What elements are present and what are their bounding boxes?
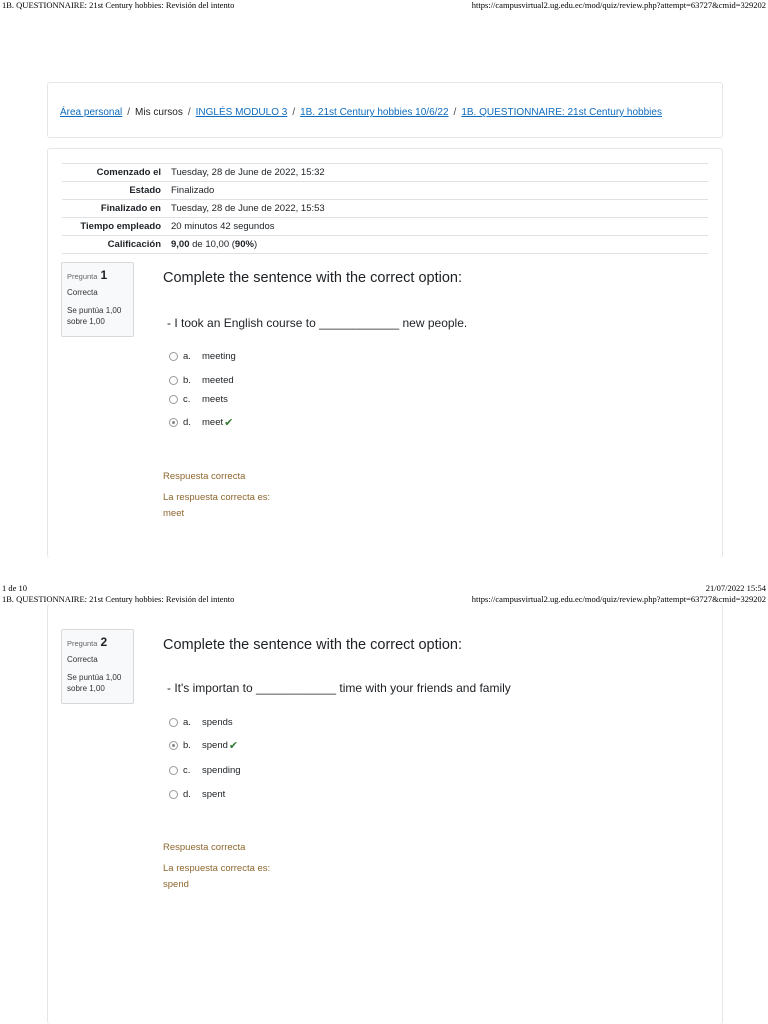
right-answer-label: La respuesta correcta es:	[163, 863, 271, 874]
breadcrumb-separator: /	[292, 107, 296, 118]
breadcrumb-card	[47, 82, 723, 138]
print-page-number: 1 de 10	[2, 583, 28, 593]
summary-label: Calificación	[62, 236, 166, 254]
option-text: meeting	[202, 350, 236, 362]
question-label: Pregunta	[67, 639, 98, 648]
question-number-value: 2	[100, 635, 108, 649]
right-answer: meet	[163, 508, 185, 519]
question-state: Correcta	[67, 288, 98, 297]
right-answer-label: La respuesta correcta es:	[163, 492, 271, 503]
option-text: spends	[202, 716, 233, 728]
radio-selected-icon[interactable]	[169, 418, 178, 427]
summary-grade-value	[166, 236, 708, 254]
option-text: spent	[202, 788, 226, 800]
question-number-value: 1	[100, 268, 108, 282]
question-info-box	[61, 262, 134, 337]
answer-option[interactable]	[169, 392, 228, 406]
radio-icon[interactable]	[169, 376, 178, 385]
question-info-box	[61, 629, 134, 704]
question-sentence: - I took an English course to ____________ new people.	[167, 316, 468, 330]
breadcrumb	[60, 107, 662, 118]
summary-value: 20 minutos 42 segundos	[166, 218, 708, 236]
breadcrumb-separator: /	[453, 107, 457, 118]
question-grade: Se puntúa 1,00 sobre 1,00	[67, 673, 122, 693]
grade-score: 9,00	[171, 239, 190, 250]
print-url: https://campusvirtual2.ug.edu.ec/mod/quiz/review.php?attempt=63727&cmid=329202	[471, 594, 766, 604]
radio-selected-icon[interactable]	[169, 741, 178, 750]
question-number	[67, 635, 128, 649]
radio-icon[interactable]	[169, 766, 178, 775]
answer-option-selected[interactable]	[169, 415, 233, 429]
answer-option[interactable]	[169, 373, 234, 387]
option-letter: c.	[183, 393, 191, 405]
question-label: Pregunta	[67, 272, 98, 281]
option-letter: a.	[183, 716, 191, 728]
summary-label: Estado	[62, 182, 166, 200]
option-letter: b.	[183, 374, 191, 386]
check-icon: ✔	[228, 739, 239, 752]
summary-label: Comenzado el	[62, 164, 166, 182]
breadcrumb-section[interactable]: 1B. 21st Century hobbies 10/6/22	[300, 107, 449, 118]
print-url: https://campusvirtual2.ug.edu.ec/mod/quiz/review.php?attempt=63727&cmid=329202	[471, 0, 766, 10]
quiz-review-card	[47, 148, 723, 558]
feedback-text: Respuesta correcta	[163, 471, 246, 482]
feedback-text: Respuesta correcta	[163, 842, 246, 853]
breadcrumb-course[interactable]: INGLÉS MODULO 3	[195, 107, 288, 118]
question-sentence: - It's importan to ____________ time with your friends and family	[167, 681, 511, 695]
answer-option[interactable]	[169, 763, 241, 777]
right-answer: spend	[163, 879, 189, 890]
breadcrumb-mis-cursos: Mis cursos	[135, 107, 183, 118]
print-title: 1B. QUESTIONNAIRE: 21st Century hobbies: Revisión del intento	[2, 0, 235, 10]
attempt-summary-table	[62, 163, 708, 254]
breadcrumb-quiz[interactable]: 1B. QUESTIONNAIRE: 21st Century hobbies	[461, 107, 662, 118]
option-text: meets	[202, 393, 228, 405]
grade-percent: 90%	[234, 239, 254, 250]
question-prompt: Complete the sentence with the correct option:	[163, 637, 463, 653]
question-grade: Se puntúa 1,00 sobre 1,00	[67, 306, 122, 326]
option-letter: d.	[183, 416, 191, 428]
summary-value: Tuesday, 28 de June de 2022, 15:32	[166, 164, 708, 182]
question-prompt: Complete the sentence with the correct option:	[163, 270, 463, 286]
summary-value: Tuesday, 28 de June de 2022, 15:53	[166, 200, 708, 218]
check-icon: ✔	[224, 416, 234, 429]
answer-option[interactable]	[169, 349, 236, 363]
summary-label: Finalizado en	[62, 200, 166, 218]
option-text: spend	[202, 739, 228, 751]
quiz-review-card	[47, 604, 723, 1024]
print-datetime: 21/07/2022 15:54	[705, 583, 766, 593]
breadcrumb-separator: /	[127, 107, 131, 118]
answer-option[interactable]	[169, 715, 233, 729]
option-text: spending	[202, 764, 241, 776]
radio-icon[interactable]	[169, 790, 178, 799]
breadcrumb-separator: /	[187, 107, 191, 118]
option-letter: b.	[183, 739, 191, 751]
answer-option-selected[interactable]	[169, 738, 238, 752]
table-row	[62, 218, 708, 236]
print-title: 1B. QUESTIONNAIRE: 21st Century hobbies: Revisión del intento	[2, 594, 235, 604]
option-letter: a.	[183, 350, 191, 362]
option-letter: d.	[183, 788, 191, 800]
summary-label: Tiempo empleado	[62, 218, 166, 236]
summary-value: Finalizado	[166, 182, 708, 200]
option-text: meet	[202, 416, 224, 428]
radio-icon[interactable]	[169, 352, 178, 361]
radio-icon[interactable]	[169, 718, 178, 727]
table-row	[62, 182, 708, 200]
grade-mid: de 10,00 (	[189, 239, 235, 250]
grade-end: )	[253, 239, 258, 250]
radio-icon[interactable]	[169, 395, 178, 404]
question-state: Correcta	[67, 655, 98, 664]
question-number	[67, 268, 128, 282]
table-row	[62, 200, 708, 218]
table-row	[62, 236, 708, 254]
table-row	[62, 164, 708, 182]
breadcrumb-area-personal[interactable]: Área personal	[60, 107, 123, 118]
print-header	[0, 0, 768, 12]
answer-option[interactable]	[169, 787, 225, 801]
option-text: meeted	[202, 374, 234, 386]
option-letter: c.	[183, 764, 191, 776]
